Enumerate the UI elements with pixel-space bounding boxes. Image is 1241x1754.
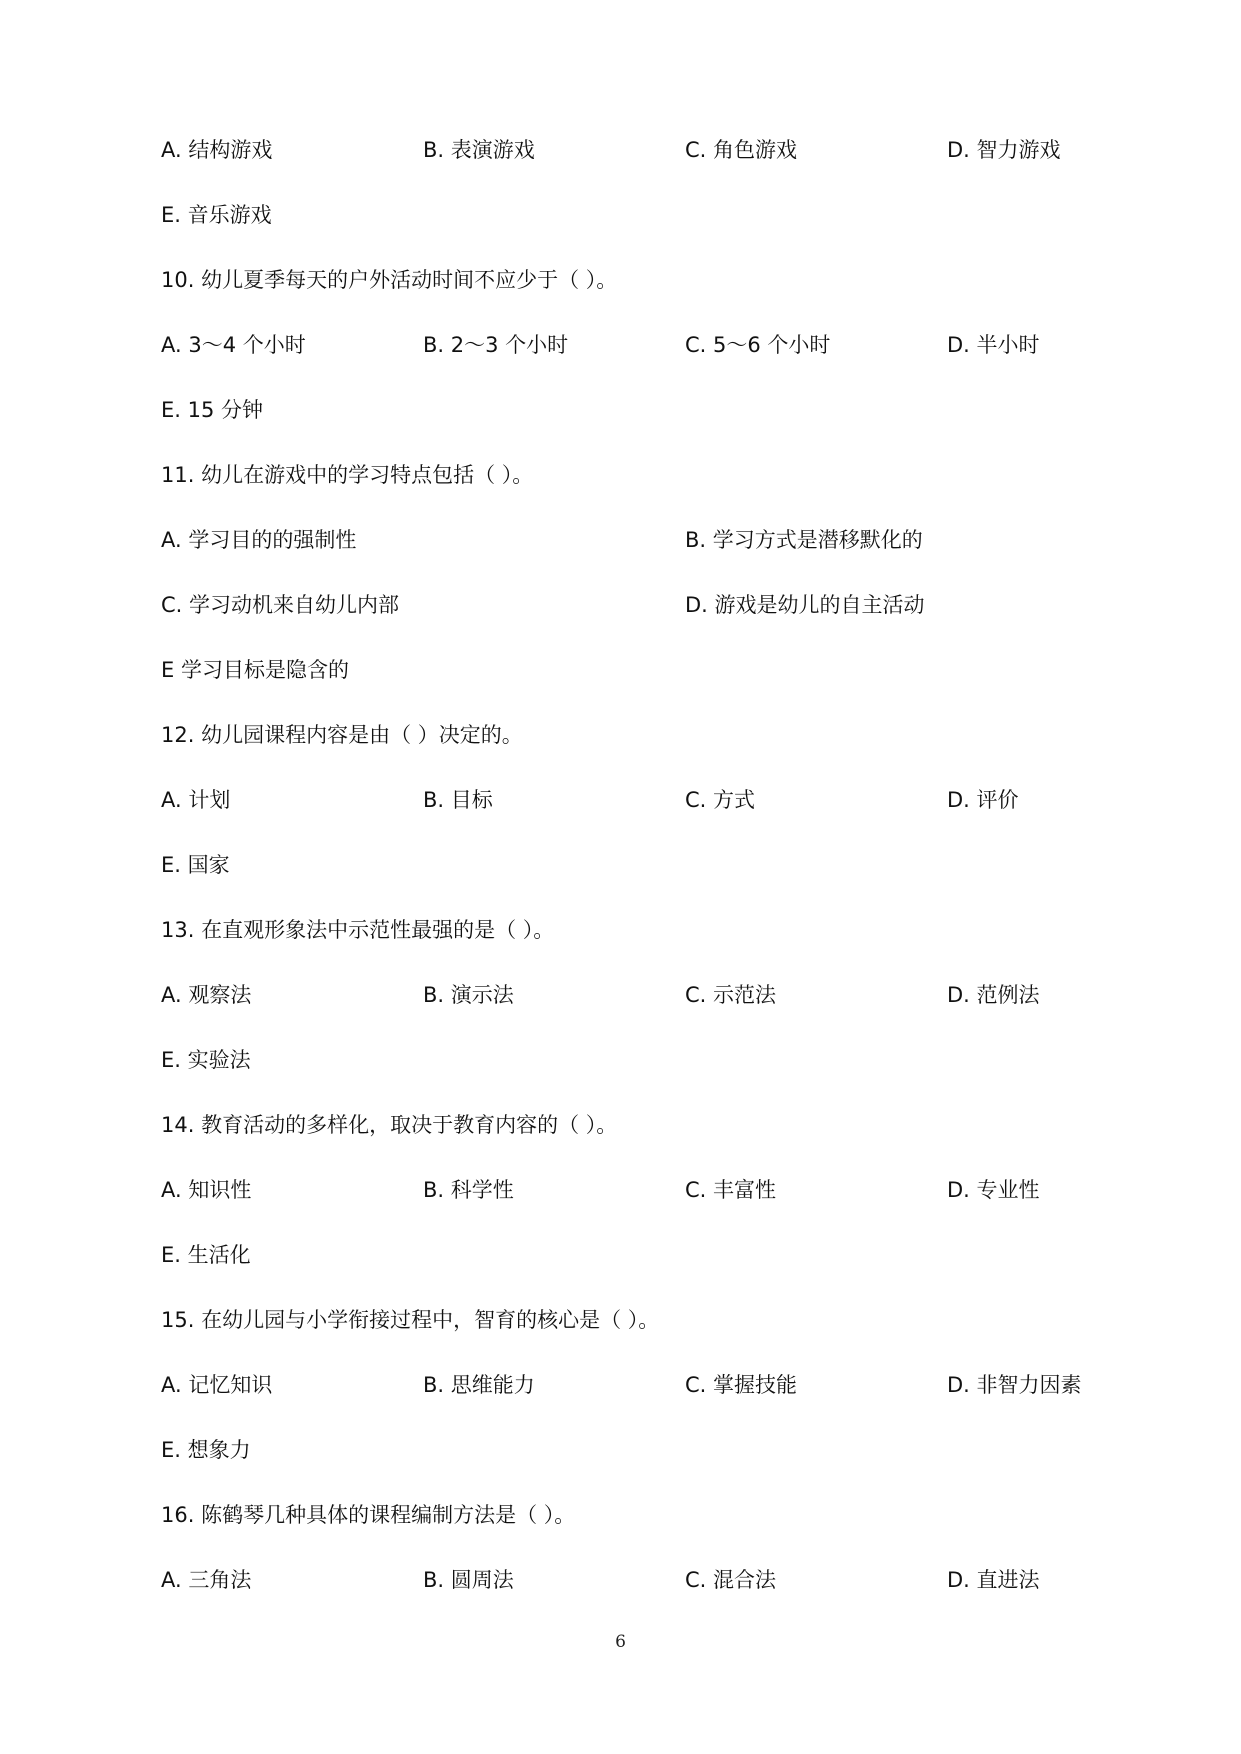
q14-option-e: E. 生活化 [161, 1243, 251, 1267]
q14-option-b: B. 科学性 [423, 1178, 514, 1202]
q14-option-a: A. 知识性 [161, 1178, 252, 1202]
q12-option-a: A. 计划 [161, 788, 231, 812]
q9-option-b: B. 表演游戏 [423, 138, 535, 162]
q11-stem: 11. 幼儿在游戏中的学习特点包括（ ）。 [161, 463, 534, 487]
q10-option-b: B. 2～3 个小时 [423, 333, 569, 357]
q9-option-e: E. 音乐游戏 [161, 203, 272, 227]
q10-option-d: D. 半小时 [947, 333, 1040, 357]
q9-option-d: D. 智力游戏 [947, 138, 1061, 162]
q10-stem: 10. 幼儿夏季每天的户外活动时间不应少于（ ）。 [161, 268, 618, 292]
q15-option-e: E. 想象力 [161, 1438, 251, 1462]
q15-stem: 15. 在幼儿园与小学衔接过程中，智育的核心是（ ）。 [161, 1308, 660, 1332]
q15-option-d: D. 非智力因素 [947, 1373, 1082, 1397]
q16-stem: 16. 陈鹤琴几种具体的课程编制方法是（ ）。 [161, 1503, 576, 1527]
q9-option-a: A. 结构游戏 [161, 138, 273, 162]
q10-option-c: C. 5～6 个小时 [685, 333, 831, 357]
q15-option-b: B. 思维能力 [423, 1373, 535, 1397]
q13-option-c: C. 示范法 [685, 983, 777, 1007]
q16-option-b: B. 圆周法 [423, 1568, 514, 1592]
q13-option-a: A. 观察法 [161, 983, 252, 1007]
q9-option-c: C. 角色游戏 [685, 138, 798, 162]
q12-option-c: C. 方式 [685, 788, 756, 812]
q16-option-c: C. 混合法 [685, 1568, 777, 1592]
q14-stem: 14. 教育活动的多样化，取决于教育内容的（ ）。 [161, 1113, 618, 1137]
q13-option-d: D. 范例法 [947, 983, 1040, 1007]
q12-option-d: D. 评价 [947, 788, 1019, 812]
q15-option-c: C. 掌握技能 [685, 1373, 798, 1397]
q13-stem: 13. 在直观形象法中示范性最强的是（ ）。 [161, 918, 555, 942]
page-number: 6 [615, 1632, 626, 1652]
q16-option-d: D. 直进法 [947, 1568, 1040, 1592]
q12-option-e: E. 国家 [161, 853, 230, 877]
q12-option-b: B. 目标 [423, 788, 493, 812]
q11-option-e: E 学习目标是隐含的 [161, 658, 349, 682]
q14-option-c: C. 丰富性 [685, 1178, 777, 1202]
q11-option-d: D. 游戏是幼儿的自主活动 [685, 593, 925, 617]
q13-option-b: B. 演示法 [423, 983, 514, 1007]
q11-option-c: C. 学习动机来自幼儿内部 [161, 593, 400, 617]
q10-option-a: A. 3～4 个小时 [161, 333, 306, 357]
q15-option-a: A. 记忆知识 [161, 1373, 273, 1397]
q16-option-a: A. 三角法 [161, 1568, 252, 1592]
q11-option-a: A. 学习目的的强制性 [161, 528, 357, 552]
q10-option-e: E. 15 分钟 [161, 398, 264, 422]
q13-option-e: E. 实验法 [161, 1048, 251, 1072]
q12-stem: 12. 幼儿园课程内容是由（ ）决定的。 [161, 723, 523, 747]
q11-option-b: B. 学习方式是潜移默化的 [685, 528, 923, 552]
q14-option-d: D. 专业性 [947, 1178, 1040, 1202]
